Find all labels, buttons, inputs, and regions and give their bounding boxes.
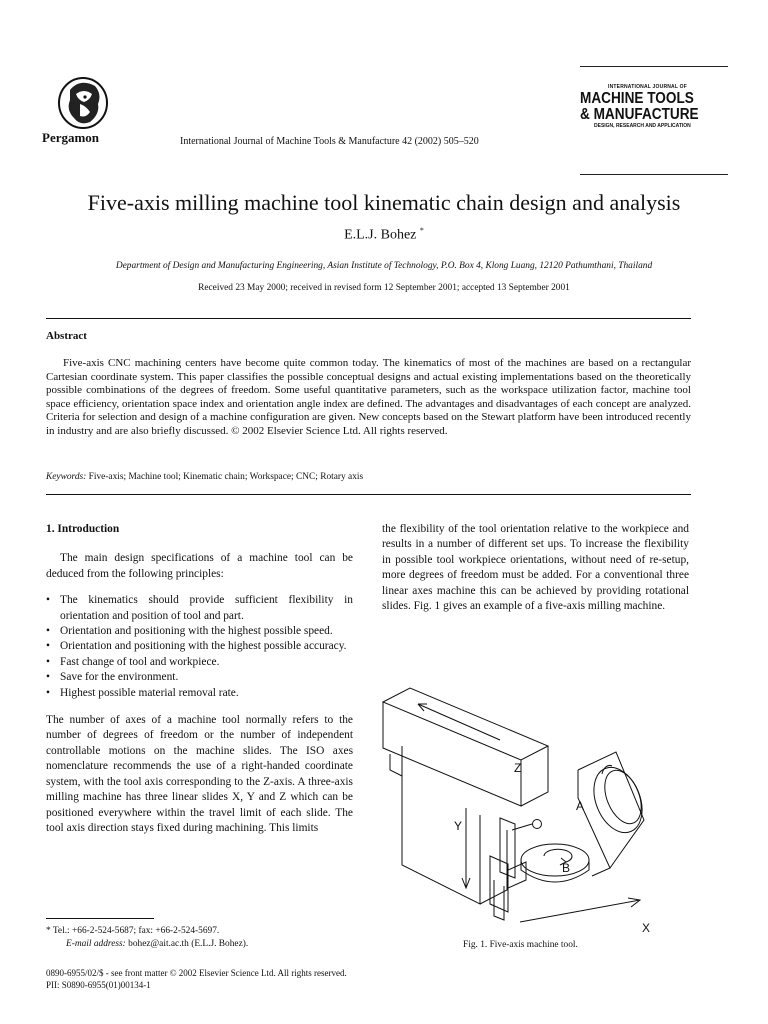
figure-five-axis-machine (380, 680, 690, 942)
abstract-text: Five-axis CNC machining centers have become quite common today. The kinematics of most of the machines are based on a rectangular Cartesian coordinate system. This paper classifies the possible conceptual designs and actual existing implementations based on the theoretically possible combinations of the degrees of freedom. Some useful quantitative parameters, such as the workspace utilization factor, machine tool space efficiency, orientation space index and orientation angle index are defined. The advantages and disadvantages of each concept are analyzed. Criteria for selection and design of a machine configuration are given. New concepts based on the Stewart platform have been introduced recently in industry and are also briefly discussed. © 2002 Elsevier Science Ltd. All rights reserved. (46, 357, 691, 437)
paper-title: Five-axis milling machine tool kinematic chain design and analysis (87, 190, 681, 215)
journal-logo-subtitle: DESIGN, RESEARCH AND APPLICATION (594, 123, 691, 129)
issn-line: 0890-6955/02/$ - see front matter © 2002 Elsevier Science Ltd. All rights reserved. (46, 968, 347, 978)
list-item: • Highest possible material removal rate. (46, 686, 353, 701)
footnote-telephone: * Tel.: +66-2-524-5687; fax: +66-2-524-5697. (46, 926, 220, 936)
footnote-rule (46, 918, 154, 919)
figure-label-z: Z (514, 761, 522, 775)
axes-paragraph: The number of axes of a machine tool normally refers to the number of degrees of freedom or the number of independent controllable motions on the machine slides. The ISO axes nomenclature recommends the use of a right-handed coordinate system, with the tool axis corresponding to the Z-axis. A three-axis milling machine has three linear slides X, Y and Z which can be positioned everywhere within the travel limit of each slide. The tool axis direction stays fixed during machining. This limits (46, 714, 353, 834)
right-column (382, 522, 689, 614)
principles-list (46, 593, 353, 701)
author-name: E.L.J. Bohez (344, 227, 417, 243)
page-footer (46, 967, 347, 991)
flexibility-paragraph: the flexibility of the tool orientation relative to the workpiece and results in a number of different set ups. To increase the flexibility in possible tool workpiece orientations, without need of re-setup, more degrees of freedom must be added. For a conventional three linear axes machine this can be achieved by providing rotational slides. Fig. 1 gives an example of a five-axis milling machine. (382, 523, 689, 613)
figure-label-y: Y (454, 819, 463, 833)
list-item: • Orientation and positioning with the highest possible accuracy. (46, 639, 353, 654)
journal-logo-top-rule (580, 66, 728, 67)
publisher-name: Pergamon (42, 130, 100, 145)
pii-line: PII: S0890-6955(01)00134-1 (46, 980, 151, 990)
email-label: E-mail address: (66, 939, 126, 949)
paper-author (0, 226, 768, 244)
figure-label-b: B (562, 861, 571, 875)
keywords-label: Keywords: (46, 472, 87, 482)
abstract-bottom-rule (46, 494, 691, 495)
list-item: • The kinematics should provide sufficient flexibility in orientation and position of tool and part. (46, 593, 353, 624)
received-dates: Received 23 May 2000; received in revised form 12 September 2001; accepted 13 September 2001 (198, 283, 570, 293)
intro-paragraph: The main design specifications of a machine tool can be deduced from the following principles: (46, 552, 353, 580)
keywords-list: Five-axis; Machine tool; Kinematic chain; Workspace; CNC; Rotary axis (88, 472, 364, 482)
left-column (46, 522, 353, 836)
list-item: • Save for the environment. (46, 670, 353, 685)
spindle-head (490, 818, 542, 920)
email-link[interactable]: bohez@ait.ac.th (128, 939, 189, 949)
journal-logo-small-top: INTERNATIONAL JOURNAL OF (608, 84, 687, 90)
journal-logo-bottom-rule (580, 174, 728, 175)
abstract-top-rule (46, 318, 691, 319)
x-axis-arrow (520, 898, 640, 922)
journal-logo-line2: & MANUFACTURE (580, 106, 699, 123)
journal-citation: International Journal of Machine Tools & Manufacture 42 (2002) 505–520 (180, 136, 479, 147)
journal-logo (580, 66, 728, 176)
figure-label-a: A (576, 799, 585, 813)
author-affiliation: Department of Design and Manufacturing Engineering, Asian Institute of Technology, P.O. Box 4, Klong Luang, 12120 Pathumthani, Thailand (115, 261, 653, 271)
y-axis-arrow (462, 808, 470, 888)
author-footnote (46, 925, 248, 951)
keywords (46, 472, 363, 482)
email-name: (E.L.J. Bohez). (191, 939, 249, 949)
author-footnote-mark[interactable]: * (419, 226, 424, 235)
abstract-heading: Abstract (46, 330, 87, 342)
figure-caption: Fig. 1. Five-axis machine tool. (463, 940, 578, 950)
section-heading-introduction: 1. Introduction (46, 523, 120, 535)
footnote-email-line (46, 938, 248, 951)
journal-logo-line1: MACHINE TOOLS (580, 90, 694, 107)
list-item: • Orientation and positioning with the highest possible speed. (46, 624, 353, 639)
rotary-table (521, 752, 651, 882)
list-item: • Fast change of tool and workpiece. (46, 655, 353, 670)
figure-label-x: X (642, 921, 651, 935)
